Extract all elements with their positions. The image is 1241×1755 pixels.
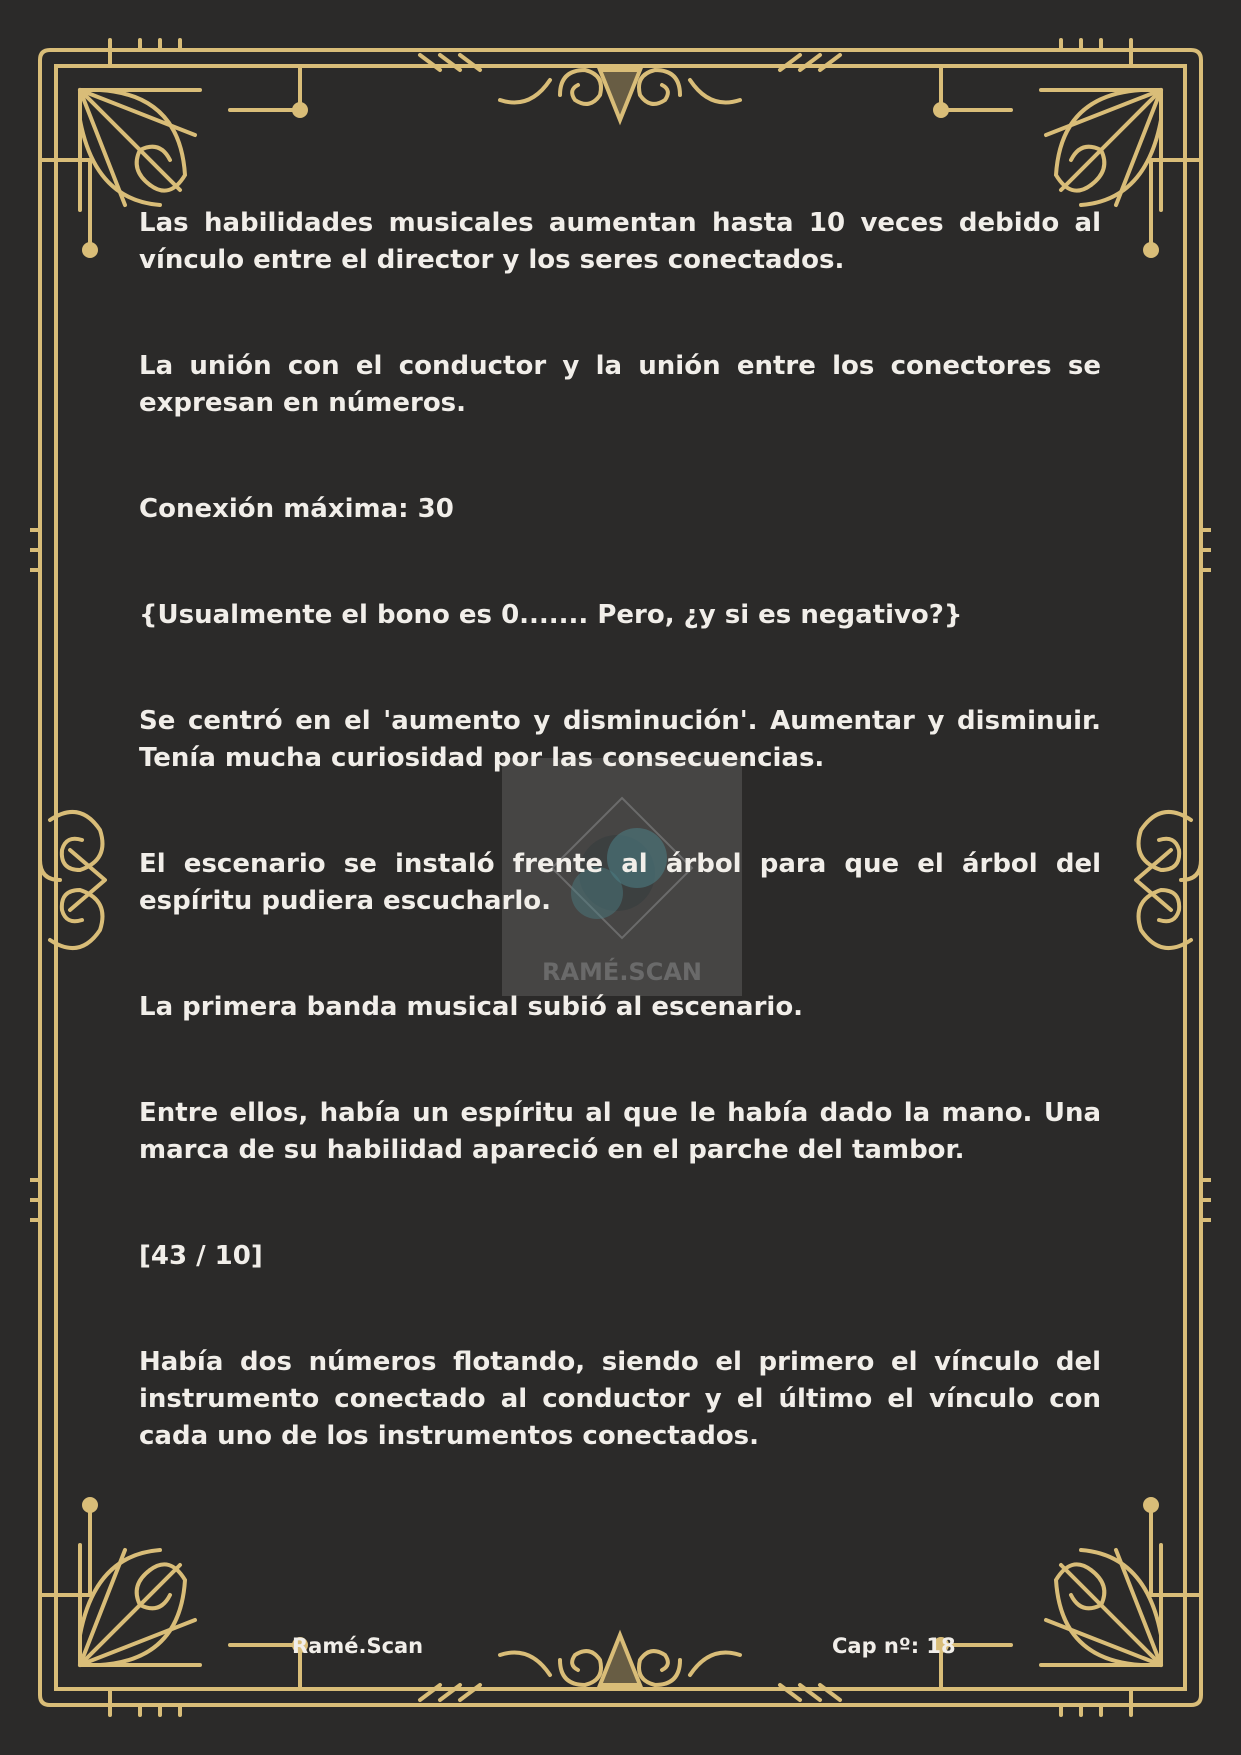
paragraph: [43 / 10]: [139, 1241, 263, 1271]
paragraph: Las habilidades musicales aumentan hasta 10 veces debido al vínculo entre el director y los seres conectados.: [139, 208, 1101, 275]
paragraph: La unión con el conductor y la unión entre los conectores se expresan en números.: [139, 351, 1101, 418]
paragraph: La primera banda musical subió al escenario.: [139, 992, 804, 1022]
paragraph: {Usualmente el bono es 0....... Pero, ¿y si es negativo?}: [139, 600, 963, 630]
watermark-text: RAMÉ.SCAN: [541, 958, 703, 986]
paragraph: Entre ellos, había un espíritu al que le había dado la mano. Una marca de su habilidad apareció en el parche del tambor.: [139, 1098, 1101, 1165]
paragraph: El escenario se instaló frente al árbol para que el árbol del espíritu pudiera escucharlo.: [139, 849, 1101, 916]
footer-chapter-number: Cap nº: 18: [832, 1634, 956, 1658]
paragraph: Conexión máxima: 30: [139, 494, 454, 524]
paragraph: Se centró en el 'aumento y disminución'. Aumentar y disminuir. Tenía mucha curiosidad por las consecuencias.: [139, 706, 1101, 773]
paragraph: Había dos números flotando, siendo el primero el vínculo del instrumento conectado al conductor y el último el vínculo con cada uno de los instrumentos conectados.: [139, 1347, 1101, 1451]
footer-credit: Ramé.Scan: [292, 1634, 424, 1658]
chapter-body: [139, 205, 1101, 1524]
